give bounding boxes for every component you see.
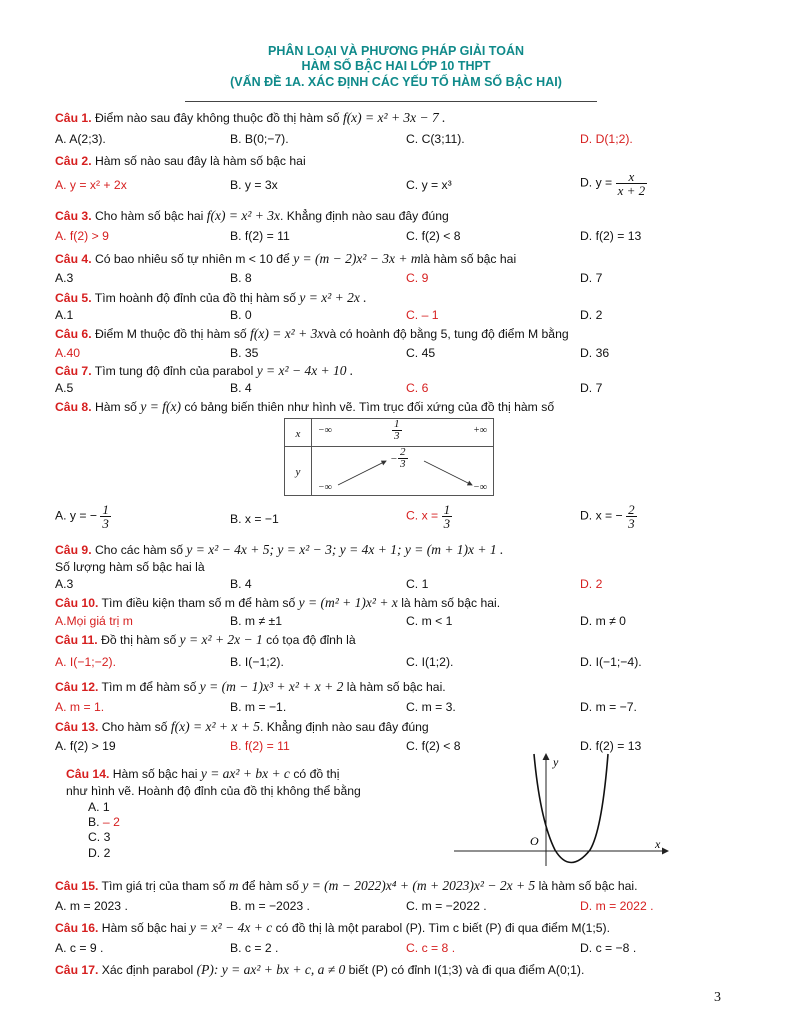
page-number: 3 [714, 990, 721, 1005]
q10-option-d: D. m ≠ 0 [580, 614, 626, 628]
q12-option-c: C. m = 3. [406, 700, 456, 714]
vt-y-right-neg-inf: −∞ [473, 482, 487, 493]
q5-option-d: D. 2 [580, 308, 603, 322]
header-divider [185, 101, 597, 102]
doc-title-line2: HÀM SỐ BẬC HAI LỚP 10 THPT [301, 59, 491, 73]
q12-option-a: A. m = 1. [55, 700, 105, 714]
q1-option-d: D. D(1;2). [580, 132, 633, 146]
q4-option-c: C. 9 [406, 271, 429, 285]
q13-option-c: C. f(2) < 8 [406, 739, 461, 753]
q12-option-d: D. m = −7. [580, 700, 637, 714]
q16-option-d: D. c = −8 . [580, 941, 637, 955]
q11-option-a: A. I(−1;−2). [55, 655, 116, 669]
question-16: Câu 16. Hàm số bậc hai y = x² − 4x + c có đồ thị là một parabol (P). Tìm c biết (P) đi qua điểm M(1;5). [55, 920, 610, 935]
question-17: Câu 17. Xác định parabol (P): y = ax² + bx + c, a ≠ 0 biết (P) có đỉnh I(1;3) và đi qua điểm A(0;1). [55, 962, 585, 977]
q3-option-b: B. f(2) = 11 [230, 229, 290, 243]
q2-option-b: B. y = 3x [230, 178, 278, 192]
vt-x-vertex: $\frac{1}{3}$ [394, 418, 400, 442]
question-1: Câu 1. Điểm nào sau đây không thuộc đồ thị hàm số f(x) = x² + 3x − 7 . [55, 110, 446, 125]
q6-option-b: B. 35 [230, 346, 259, 360]
q15-option-a: A. m = 2023 . [55, 899, 128, 913]
q6-option-c: C. 45 [406, 346, 436, 360]
q15-option-b: B. m = −2023 . [230, 899, 310, 913]
q9-option-c: C. 1 [406, 577, 429, 591]
question-9-line2: Số lượng hàm số bậc hai là [55, 560, 205, 574]
question-9: Câu 9. Cho các hàm số y = x² − 4x + 5; y = x² − 3; y = 4x + 1; y = (m + 1)x + 1 . [55, 542, 504, 557]
q8-option-a: A. y = − $\frac{1}{3}$ [55, 502, 109, 531]
q16-option-b: B. c = 2 . [230, 941, 279, 955]
graph-x-label: x [655, 837, 661, 851]
q11-option-d: D. I(−1;−4). [580, 655, 642, 669]
question-12: Câu 12. Tìm m để hàm số y = (m − 1)x³ + x² + x + 2 là hàm số bậc hai. [55, 679, 446, 694]
question-8: Câu 8. Hàm số y = f(x) có bảng biến thiên như hình vẽ. Tìm trục đối xứng của đồ thị hàm số [55, 399, 555, 414]
q2-option-c: C. y = x³ [406, 178, 452, 192]
q15-option-c: C. m = −2022 . [406, 899, 487, 913]
q4-option-d: D. 7 [580, 271, 603, 285]
q10-option-c: C. m < 1 [406, 614, 453, 628]
q16-option-a: A. c = 9 . [55, 941, 104, 955]
vt-x-label: x [295, 427, 301, 440]
q12-option-b: B. m = −1. [230, 700, 287, 714]
question-15: Câu 15. Tìm giá trị của tham số m để hàm số y = (m − 2022)x⁴ + (m + 2023)x² − 2x + 5 là hàm số bậc hai. [55, 878, 638, 893]
variation-table [284, 418, 494, 496]
q14-option-d: D. 2 [88, 846, 111, 860]
q14-option-a: A. 1 [88, 800, 110, 814]
q5-option-a: A.1 [55, 308, 74, 322]
q16-option-c: C. c = 8 . [406, 941, 456, 955]
q8-option-b: B. x = −1 [230, 512, 279, 526]
q3-option-c: C. f(2) < 8 [406, 229, 461, 243]
q9-option-b: B. 4 [230, 577, 252, 591]
q14-option-b: B. – 2 [88, 815, 120, 829]
q5-option-c: C. – 1 [406, 308, 439, 322]
question-14: Câu 14. Hàm số bậc hai y = ax² + bx + c có đồ thị [66, 766, 340, 781]
q1-option-a: A. A(2;3). [55, 132, 106, 146]
q9-option-a: A.3 [55, 577, 74, 591]
question-5: Câu 5. Tìm hoành độ đỉnh của đồ thị hàm số y = x² + 2x . [55, 290, 367, 305]
q7-option-d: D. 7 [580, 381, 603, 395]
q4-option-a: A.3 [55, 271, 74, 285]
q13-option-d: D. f(2) = 13 [580, 739, 642, 753]
doc-title-line1: PHÂN LOẠI VÀ PHƯƠNG PHÁP GIẢI TOÁN [267, 44, 524, 58]
question-2: Câu 2. Hàm số nào sau đây là hàm số bậc hai [55, 154, 306, 168]
q2-option-d: D. y = $\frac{x}{x + 2}$ [580, 169, 646, 198]
q9-option-d: D. 2 [580, 577, 603, 591]
q7-option-a: A.5 [55, 381, 74, 395]
q10-option-a: A.Mọi giá trị m [55, 614, 133, 628]
q6-option-a: A.40 [55, 346, 81, 360]
question-3: Câu 3. Cho hàm số bậc hai f(x) = x² + 3x. Khẳng định nào sau đây đúng [55, 208, 449, 223]
vt-x-pos-inf: +∞ [473, 425, 487, 436]
q6-option-d: D. 36 [580, 346, 610, 360]
vt-y-vertex-sign: − [390, 453, 398, 465]
parabola-curve [534, 754, 608, 863]
question-7: Câu 7. Tìm tung độ đỉnh của parabol y = x² − 4x + 10 . [55, 363, 354, 378]
question-6: Câu 6. Điểm M thuộc đồ thị hàm số f(x) = x² + 3xvà có hoành độ bằng 5, tung độ điểm M bằng [55, 326, 569, 341]
graph-y-label: y [553, 755, 559, 769]
q3-option-a: A. f(2) > 9 [55, 229, 109, 243]
question-4: Câu 4. Có bao nhiêu số tự nhiên m < 10 để y = (m − 2)x² − 3x + mlà hàm số bậc hai [55, 251, 517, 266]
question-14-line2: như hình vẽ. Hoành độ đỉnh của đồ thị không thể bằng [66, 784, 361, 798]
parabola-graph [450, 750, 672, 868]
vt-y-left-neg-inf: −∞ [318, 482, 332, 493]
q7-option-c: C. 6 [406, 381, 429, 395]
q3-option-d: D. f(2) = 13 [580, 229, 642, 243]
q1-option-c: C. C(3;11). [406, 132, 465, 146]
question-10: Câu 10. Tìm điều kiện tham số m để hàm số y = (m² + 1)x² + x là hàm số bậc hai. [55, 595, 501, 610]
vt-y-label: y [295, 466, 301, 478]
vt-arrows [312, 447, 494, 497]
doc-title-line3: (VẤN ĐỀ 1A. XÁC ĐỊNH CÁC YẾU TỐ HÀM SỐ BẬC HAI) [230, 75, 562, 89]
q11-option-b: B. I(−1;2). [230, 655, 284, 669]
question-11: Câu 11. Đồ thị hàm số y = x² + 2x − 1 có tọa độ đỉnh là [55, 632, 356, 647]
q2-option-a: A. y = x² + 2x [55, 178, 127, 192]
q4-option-b: B. 8 [230, 271, 252, 285]
q5-option-b: B. 0 [230, 308, 252, 322]
vt-x-neg-inf: −∞ [318, 425, 332, 436]
q11-option-c: C. I(1;2). [406, 655, 454, 669]
q14-option-c: C. 3 [88, 830, 111, 844]
q10-option-b: B. m ≠ ±1 [230, 614, 282, 628]
vt-y-vertex: $\frac{2}{3}$ [400, 446, 406, 470]
q7-option-b: B. 4 [230, 381, 252, 395]
q15-option-d: D. m = 2022 . [580, 899, 654, 913]
q1-option-b: B. B(0;−7). [230, 132, 289, 146]
graph-origin-label: O [530, 834, 539, 848]
q8-option-d: D. x = − $\frac{2}{3}$ [580, 502, 635, 531]
question-13: Câu 13. Cho hàm số f(x) = x² + x + 5. Khẳng định nào sau đây đúng [55, 719, 429, 734]
q8-option-c: C. x = $\frac{1}{3}$ [406, 502, 451, 531]
q13-option-b: B. f(2) = 11 [230, 739, 290, 753]
q13-option-a: A. f(2) > 19 [55, 739, 116, 753]
